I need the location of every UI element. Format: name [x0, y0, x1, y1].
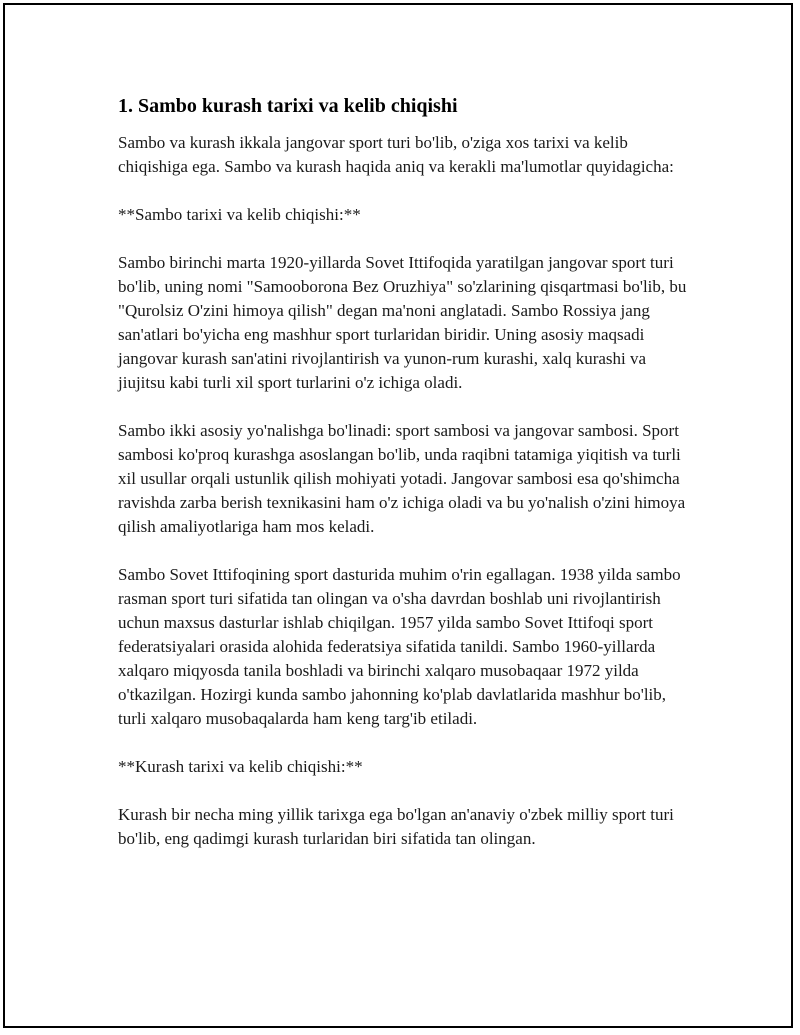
document-body: [118, 93, 688, 875]
sambo-origin-paragraph: Sambo birinchi marta 1920-yillarda Sovet Ittifoqida yaratilgan jangovar sport turi bo'lib, uning nomi "Samooborona Bez Oruzhiya" so'zlarining qisqartmasi bo'lib, bu "Qurolsiz O'zini himoya qilish" degan ma'noni anglatadi. Sambo Rossiya jang san'atlari bo'yicha eng mashhur sport turlaridan biridir. Uning asosiy maqsadi jangovar kurash san'atini rivojlantirish va yunon-rum kurashi, xalq kurashi va jiujitsu kabi turli xil sport turlarini o'z ichiga oladi.: [118, 253, 687, 392]
intro-paragraph: Sambo va kurash ikkala jangovar sport turi bo'lib, o'ziga xos tarixi va kelib chiqishiga ega. Sambo va kurash haqida aniq va kerakli ma'lumotlar quyidagicha:: [118, 133, 674, 176]
sambo-subheading: **Sambo tarixi va kelib chiqishi:**: [118, 205, 361, 224]
sambo-directions-paragraph: Sambo ikki asosiy yo'nalishga bo'linadi: sport sambosi va jangovar sambosi. Sport sambosi ko'proq kurashga asoslangan bo'lib, unda raqibni tatamiga yiqitish va turli xil usullar orqali ustunlik qilish mohiyati yotadi. Jangovar sambosi esa qo'shimcha ravishda zarba berish texnikasini ham o'z ichiga oladi va bu yo'nalish o'zini himoya qilish amaliyotlariga ham mos keladi.: [118, 421, 686, 536]
kurash-subheading: **Kurash tarixi va kelib chiqishi:**: [118, 757, 363, 776]
kurash-origin-paragraph: Kurash bir necha ming yillik tarixga ega bo'lgan an'anaviy o'zbek milliy sport turi bo'lib, eng qadimgi kurash turlaridan biri sifatida tan olingan.: [118, 805, 674, 848]
sambo-history-paragraph: Sambo Sovet Ittifoqining sport dasturida muhim o'rin egallagan. 1938 yilda sambo rasman sport turi sifatida tan olingan va o'sha davrdan boshlab uni rivojlantirish uchun maxsus dasturlar ishlab chiqilgan. 1957 yilda sambo Sovet Ittifoqi sport federatsiyalari orasida alohida federatsiya sifatida tanildi. Sambo 1960-yillarda xalqaro miqyosda tanila boshladi va birinchi xalqaro musobaqaar 1972 yilda o'tkazilgan. Hozirgi kunda sambo jahonning ko'plab davlatlarida mashhur bo'lib, turli xalqaro musobaqalarda ham keng targ'ib etiladi.: [118, 565, 681, 728]
section-heading: 1. Sambo kurash tarixi va kelib chiqishi: [118, 95, 458, 117]
